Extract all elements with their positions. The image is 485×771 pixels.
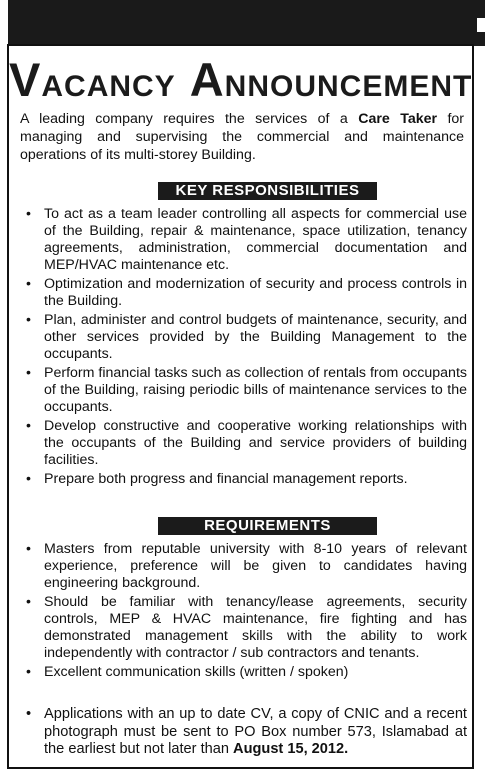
list-item: • Plan, administer and control budgets of maintenance, security, and other services provided by the Building Management to the occupants. — [26, 312, 467, 362]
list-item: • Develop constructive and cooperative working relationships with the occupants of the Building and service providers of building facilities. — [26, 418, 467, 468]
bullet: • — [26, 541, 31, 557]
list-item: • Excellent communication skills (written / spoken) — [26, 664, 349, 680]
application-deadline: August 15, 2012. — [233, 741, 349, 757]
title-initial-1: V — [9, 53, 42, 106]
bullet: • — [26, 312, 31, 328]
requirements-heading: REQUIREMENTS — [158, 517, 377, 535]
list-item: • To act as a team leader controlling all aspects for commercial use of the Building, repair & maintenance, space utilization, tenancy agreements, administration, commercial documentation and MEP/HVAC maintenance etc. — [26, 206, 467, 273]
advertisement-box — [7, 44, 474, 769]
top-black-bar — [8, 0, 485, 46]
application-text: Applications with an up to date CV, a copy of CNIC and a recent photograph must be sent to PO Box number 573, Islamabad at the earliest but not later than — [44, 706, 467, 757]
page-title — [9, 52, 472, 107]
bullet: • — [26, 471, 31, 487]
title-initial-2: A — [189, 53, 225, 106]
bullet: • — [26, 276, 31, 292]
intro-paragraph — [20, 110, 464, 164]
intro-highlight: Care Taker — [358, 111, 438, 127]
bullet: • — [26, 418, 31, 434]
bullet: • — [26, 706, 32, 722]
title-rest-2: NNOUNCEMENT — [224, 70, 473, 103]
title-rest-1: ACANCY — [41, 70, 176, 103]
list-item: • Optimization and modernization of security and process controls in the Building. — [26, 276, 467, 309]
list-item: • Masters from reputable university with 8-10 years of relevant experience, preference will be given to candidates having engineering background. — [26, 541, 467, 591]
responsibilities-list — [22, 206, 467, 490]
list-item: • Should be familiar with tenancy/lease agreements, security controls, MEP & HVAC maintenance, fire fighting and has demonstrated management skills with the ability to work independently with contractor / sub contractors and tenants. — [26, 594, 467, 661]
bullet: • — [26, 206, 31, 222]
bullet: • — [26, 594, 31, 610]
list-item: • Perform financial tasks such as collection of rentals from occupants of the Building, raising periodic bills of maintenance services to the occupants. — [26, 365, 467, 415]
intro-text-before: A leading company requires the services of a — [20, 111, 359, 127]
bullet: • — [26, 365, 31, 381]
corner-notch — [477, 18, 485, 32]
requirements-list — [22, 541, 467, 683]
list-item: • Prepare both progress and financial management reports. — [26, 471, 408, 487]
responsibilities-heading: KEY RESPONSIBILITIES — [158, 182, 377, 200]
application-instructions — [22, 706, 467, 759]
bullet: • — [26, 664, 31, 680]
intro-text-after: for managing and supervising the commercial and maintenance operations of its multi-storey Building. — [20, 111, 465, 163]
